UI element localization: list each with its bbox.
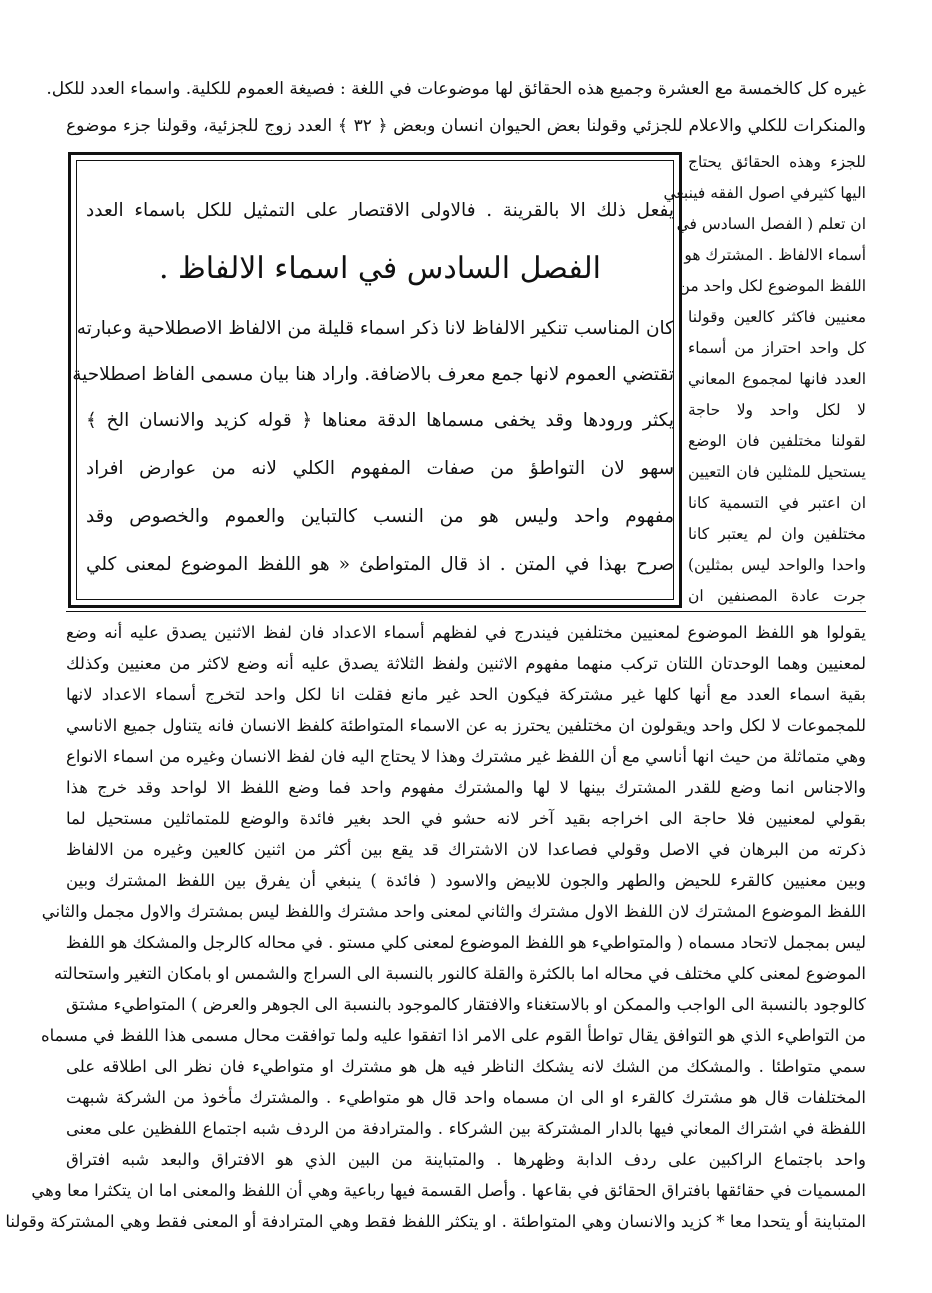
main-line: ذكرته من البرهان في الاصل وقولي فصاعدا لان الاشتراك قد يقع بين أكثر من اثنين كالعين وغيره من الالفاظ [66,840,866,859]
header-line-2: والمنكرات للكلي والاعلام للجزئي وقولنا بعض الحيوان انسان وبعض ﴿ ٣٢ ﴾ العدد زوج للجزئية، وقولنا جزء موضوع [66,116,866,136]
main-line: المسميات في حقائقها بافتراق الحقائق في بقاعها . وأصل القسمة فيها رباعية وهي أن اللفظ والمعنى اما ان يتكثرا معا وهي [31,1181,866,1200]
side-line: أسماء الالفاظ . المشترك هو [684,246,866,264]
section-divider [66,611,866,612]
main-line: اللفظة في اشتراك المعاني فيها بالدار المشتركة بين الشركاء . والمترادفة من الردف شبه اجتماع اللفظين على معنى [66,1119,866,1138]
main-line: ليس بمجمل لاتحاد مسماه ( والمتواطيء هو اللفظ الموضوع لمعنى كلي مستو . في محاله كالرجل والمشكك هو اللفظ [65,933,866,952]
side-line: ان اعتبر في التسمية كانا [688,494,866,512]
section-heading: الفصل السادس في اسماء الالفاظ . [158,251,602,286]
side-line: اللفظ الموضوع لكل واحد من [678,277,866,295]
side-line: واحدا والواحد ليس بمثلين) [688,556,866,574]
side-line: العدد فانها لمجموع المعاني [688,370,866,388]
commentary-line: يكثر ورودها وقد يخفى مسماها الدقة معناها ﴿ قوله كزيد والانسان الخ ﴾ [86,410,674,431]
side-line: معنيين فاكثر كالعين وقولنا [688,308,866,326]
main-line: المتباينة أو يتحدا معا * كزيد والانسان وهي المتواطئة . او يتكثر اللفظ فقط وهي المترادفة أو المعنى فقط وهي المشتركة وقولنا [5,1212,866,1231]
commentary-first-line: يفعل ذلك الا بالقرينة . فالاولى الاقتصار على التمثيل للكل باسماء العدد [86,200,674,221]
main-line: لمعنيين وهما الوحدتان اللتان تركب منهما مفهوم الاثنين ولفظ الثلاثة يصدق عليه أنه وضع لاكثر من معنيين وكذلك [66,654,866,673]
main-line: واحد باجتماع الراكبين على ردف الدابة وظهرها . والمتباينة من البين الذي هو الافتراق والبعد شبه افتراق [66,1150,866,1169]
header-line-1: غيره كل كالخمسة مع العشرة وجميع هذه الحقائق لها موضوعات في اللغة : فصيغة العموم للكلية. واسماء العدد للكل. [46,79,866,99]
commentary-line: صرح بهذا في المتن . اذ قال المتواطئ « هو اللفظ الموضوع لمعنى كلي [86,554,674,575]
main-line: المختلفات قال هو مشترك كالقرء او الى ان مسماه واحد قال هو متواطيء . والمشترك مأخوذ من الشركة شبهت [66,1088,866,1107]
commentary-line: كان المناسب تنكير الالفاظ لانا ذكر اسماء قليلة من الالفاظ الاصطلاحية وعبارته [76,318,674,339]
side-line: مختلفين وان لم يعتبر كانا [688,525,866,543]
main-line: اللفظ الموضوع المشترك لان اللفظ الاول مشترك والثاني لمعنى واحد مشترك واللفظ ليس بمشترك والاول مجمل والثاني [41,902,866,921]
main-line: بقية اسماء العدد مع أنها كلها غير مشتركة فيكون الحد غير مانع فقلت انا لكل واحد لتخرج أسماء الاعداد لانها [66,685,866,704]
main-line: من التواطيء الذي هو التوافق يقال تواطأ القوم على الامر اذا اتفقوا عليه ولما توافقت محال مسمى هذا اللفظ في مسماه [40,1026,866,1045]
side-line: لقولنا مختلفين فان الوضع [688,432,866,450]
main-line: يقولوا هو اللفظ الموضوع لمعنيين مختلفين فيندرج في لفظهم أسماء الاعداد فان لفظ الاثنين يصدق عليه أنه وضع [66,623,866,642]
side-line: لا لكل واحد ولا حاجة [688,401,866,419]
side-line: كل واحد احتراز من أسماء [688,339,866,357]
side-line: للجزء وهذه الحقائق يحتاج [688,153,866,171]
commentary-line: سهو لان التواطؤ من صفات المفهوم الكلي لانه من عوارض افراد [86,458,674,479]
main-line: وبين معنيين كالقرء للحيض والطهر والجون للابيض والاسود ( فائدة ) ينبغي أن يفرق بين اللفظ المشترك وبين [66,871,866,890]
main-line: والاجناس انما وضع للقدر المشترك بينها لا لها والمشترك مفهوم واحد فما وضع اللفظ الا لواحد وقد خرج هذا [66,778,866,797]
main-line: كالوجود بالنسبة الى الواجب والممكن او بالاستغناء والافتقار كالموجود بالنسبة الى الجوهر والعرض ) المتواطيء مشتق [66,995,866,1014]
main-line: وهي متماثلة من حيث انها أناسي مع أن اللفظ غير مشترك وهذا لا يحتاج اليه فان لفظ الانسان وغيره من اسماء الانواع [66,747,866,766]
side-line: جرت عادة المصنفين ان [688,587,866,605]
side-line: اليها كثيرفي اصول الفقه فينبغي [663,184,866,202]
side-line: ان تعلم ( الفصل السادس في [676,215,866,233]
commentary-line: تقتضي العموم لانها جمع معرف بالاضافة. واراد هنا بيان مسمى الفاظ اصطلاحية [72,364,674,385]
main-line: للمجموعات لا لكل واحد ويقولون ان مختلفين يحترز به عن الاسماء المتواطئة كلفظ الانسان فانه يتناول جميع الاناسي [66,716,866,735]
commentary-line: مفهوم واحد وليس هو من النسب كالتباين والعموم والخصوص وقد [86,506,674,527]
main-line: الموضوع لمعنى كلي مختلف في محاله اما بالكثرة والقلة كالنور بالنسبة الى السراج والشمس او بامكان التغير واستحالته [53,964,866,983]
main-line: بقولي لمعنيين فلا حاجة الى اخراجه بقيد آخر لانه حشو في الحد بغير فائدة والوضع للمتماثلين مستحيل لما [66,809,866,828]
main-line: سمي متواطئا . والمشكك من الشك لانه يشكك الناظر فيه هل هو مشترك او متواطيء فان نظر الى اطلاقه على [66,1057,866,1076]
side-line: يستحيل للمثلين فان التعيين [688,463,866,481]
